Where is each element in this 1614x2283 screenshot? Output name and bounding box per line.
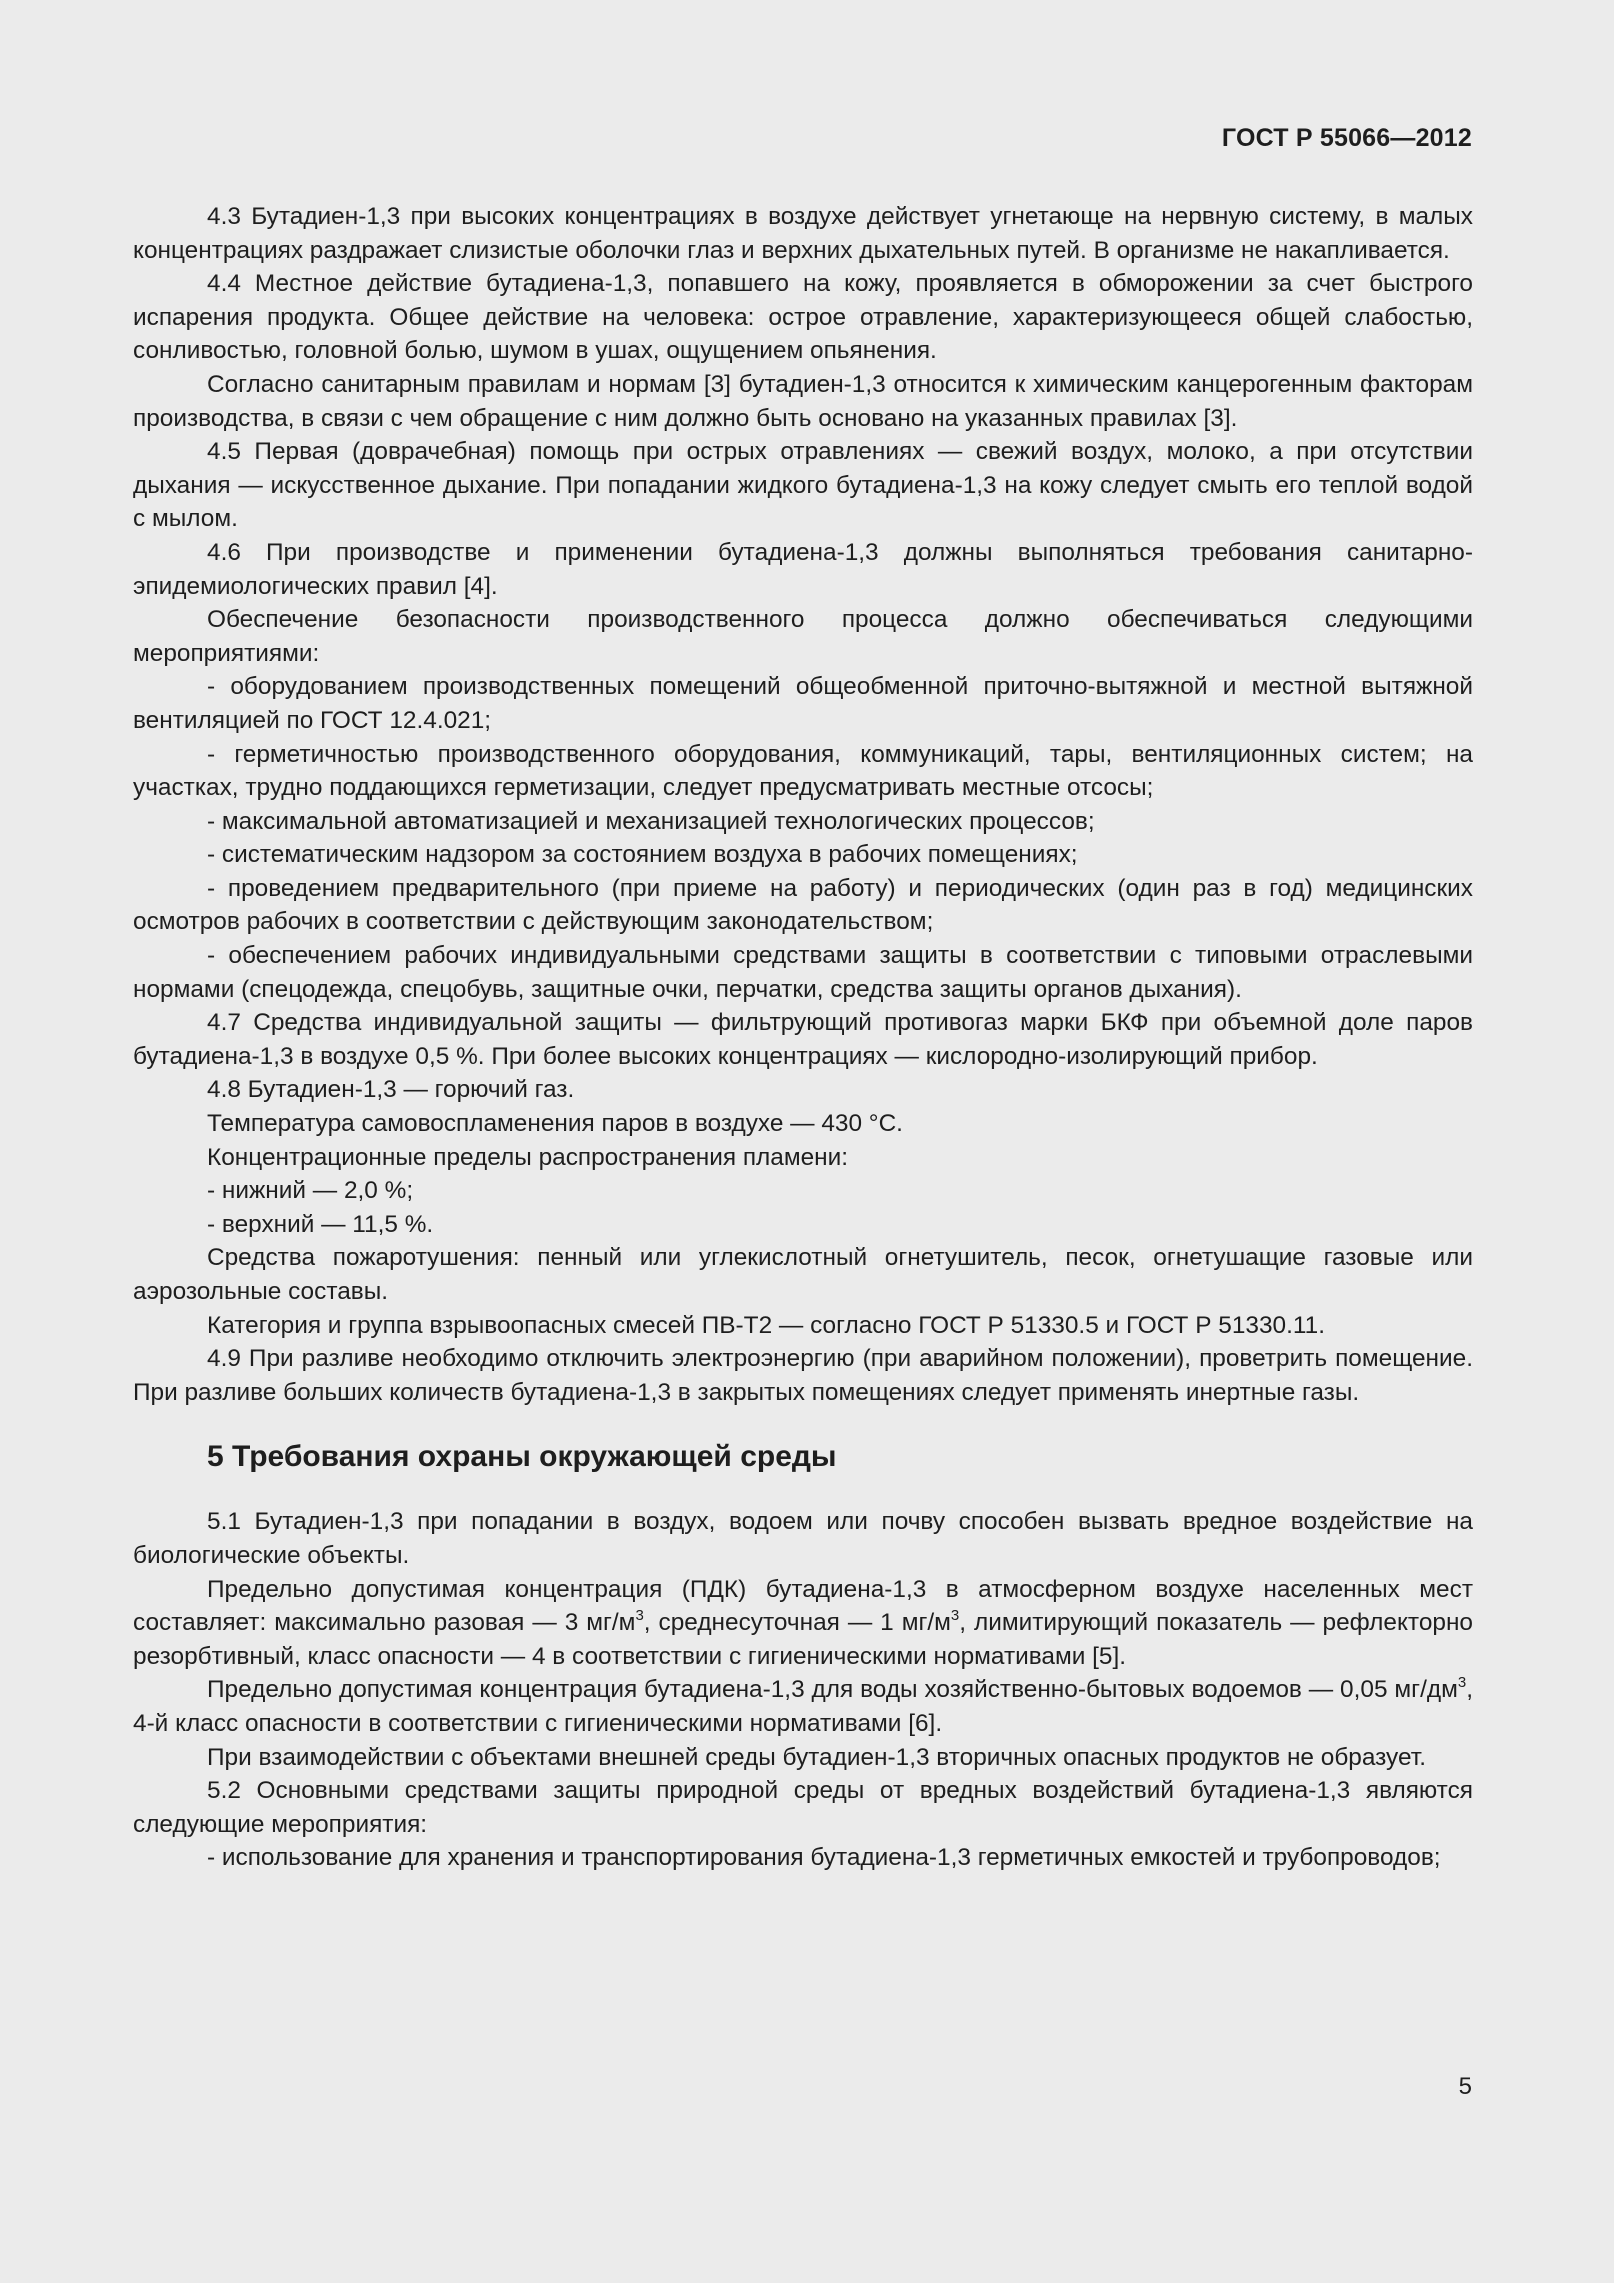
list-item-upper-limit: - верхний — 11,5 %. [207, 1210, 434, 1238]
list-item-hermetic: - герметичностью производственного оборудования, коммуникаций, тары, вентиляционных систем; на участках, трудно поддающихся герметизации, следует предусматривать местные отсосы; [133, 740, 1473, 802]
pdk-air-superscript-1: 3 [635, 1607, 644, 1625]
pdk-water-text-2: , 4-й класс опасности в соответствии с гигиеническими нормативами [6]. [133, 1676, 1473, 1737]
paragraph-4-4: 4.4 Местное действие бутадиена-1,3, попавшего на кожу, проявляется в обморожении за счет быстрого испарения продукта. Общее действие на человека: острое отравление, характеризующееся общей слабостью, сонливостью, головной болью, шумом в ушах, ощущением опьянения. [133, 270, 1473, 365]
list-item-medical: - проведением предварительного (при приеме на работу) и периодических (один раз в год) медицинских осмотров рабочих в соответствии с действующим законодательством; [133, 874, 1473, 936]
paragraph-flame-limits: Концентрационные пределы распространения пламени: [207, 1143, 849, 1171]
list-item-lower-limit: - нижний — 2,0 %; [207, 1177, 414, 1205]
list-item-ventilation: - оборудованием производственных помещений общеобменной приточно-вытяжной и местной вытяжной вентиляцией по ГОСТ 12.4.021; [133, 673, 1473, 734]
paragraph-5-2: 5.2 Основными средствами защиты природной среды от вредных воздействий бутадиена-1,3 являются следующие мероприятия: [133, 1777, 1473, 1838]
document-code: ГОСТ Р 55066—2012 [1221, 124, 1472, 152]
list-item-automation: - максимальной автоматизацией и механизацией технологических процессов; [207, 807, 1095, 835]
paragraph-4-3: 4.3 Бутадиен-1,3 при высоких концентрациях в воздухе действует угнетающе на нервную систему, в малых концентрациях раздражает слизистые оболочки глаз и верхних дыхательных путей. В организме не накапливается. [133, 203, 1473, 264]
pdk-air-text-3: , лимитирующий показатель — рефлекторно резорбтивный, класс опасности — 4 в соответствии с гигиеническими нормативами [5]. [133, 1609, 1473, 1670]
list-item-protection: - обеспечением рабочих индивидуальными средствами защиты в соответствии с типовыми отраслевыми нормами (спецодежда, спецобувь, защитные очки, перчатки, средства защиты органов дыхания). [133, 942, 1473, 1003]
paragraph-extinguishing: Средства пожаротушения: пенный или углекислотный огнетушитель, песок, огнетушащие газовые или аэрозольные составы. [133, 1244, 1473, 1305]
paragraph-explosion-category: Категория и группа взрывоопасных смесей ПВ-Т2 — согласно ГОСТ Р 51330.5 и ГОСТ Р 51330.11. [207, 1311, 1325, 1339]
section-heading: 5 Требования охраны окружающей среды [207, 1440, 837, 1474]
pdk-water-superscript: 3 [1457, 1674, 1467, 1692]
paragraph-sanitary-rules: Согласно санитарным правилам и нормам [3] бутадиен-1,3 относится к химическим канцерогенным факторам производства, в связи с чем обращение с ним должно быть основано на указанных правилах [3]. [133, 370, 1473, 432]
pdk-water-text-1: Предельно допустимая концентрация бутадиена-1,3 для воды хозяйственно-бытовых водоемов — 0,05 мг/дм [207, 1676, 1458, 1704]
pdk-air-text-1: Предельно допустимая концентрация (ПДК) бутадиена-1,3 в атмосферном воздухе населенных мест составляет: максимально разовая — 3 мг/м [133, 1575, 1473, 1637]
paragraph-4-5: 4.5 Первая (доврачебная) помощь при острых отравлениях — свежий воздух, молоко, а при отсутствии дыхания — искусственное дыхание. При попадании жидкого бутадиена-1,3 на кожу следует смыть его теплой водой с мылом. [133, 438, 1473, 533]
paragraph-autoignition: Температура самовоспламенения паров в воздухе — 430 °С. [207, 1110, 903, 1138]
paragraph-4-6: 4.6 При производстве и применении бутадиена-1,3 должны выполняться требования санитарно-эпидемиологических правил [4]. [133, 538, 1473, 600]
list-item-air-control: - систематическим надзором за состоянием воздуха в рабочих помещениях; [207, 841, 1078, 869]
paragraph-pdk-water [133, 1673, 1473, 1740]
pdk-air-superscript-2: 3 [950, 1607, 960, 1625]
paragraph-safety-measures: Обеспечение безопасности производственного процесса должно обеспечиваться следующими мероприятиями: [133, 606, 1473, 667]
pdk-air-text-2: , среднесуточная — 1 мг/м [643, 1609, 951, 1637]
paragraph-secondary-products: При взаимодействии с объектами внешней среды бутадиен-1,3 вторичных опасных продуктов не образует. [207, 1743, 1426, 1771]
paragraph-pdk-air [133, 1573, 1473, 1674]
paragraph-4-9: 4.9 При разливе необходимо отключить электроэнергию (при аварийном положении), проветрить помещение. При разливе больших количеств бутадиена-1,3 в закрытых помещениях следует применять инертные газы. [133, 1345, 1473, 1406]
list-item-storage: - использование для хранения и транспортирования бутадиена-1,3 герметичных емкостей и трубопроводов; [207, 1844, 1441, 1872]
paragraph-4-8: 4.8 Бутадиен-1,3 — горючий газ. [207, 1076, 575, 1104]
paragraph-5-1: 5.1 Бутадиен-1,3 при попадании в воздух, водоем или почву способен вызвать вредное воздействие на биологические объекты. [133, 1508, 1473, 1569]
page-number: 5 [1458, 2073, 1472, 2100]
paragraph-4-7: 4.7 Средства индивидуальной защиты — фильтрующий противогаз марки БКФ при объемной доле паров бутадиена-1,3 в воздухе 0,5 %. При более высоких концентрациях — кислородно-изолирующий прибор. [133, 1009, 1473, 1070]
page-content [133, 200, 1473, 1875]
